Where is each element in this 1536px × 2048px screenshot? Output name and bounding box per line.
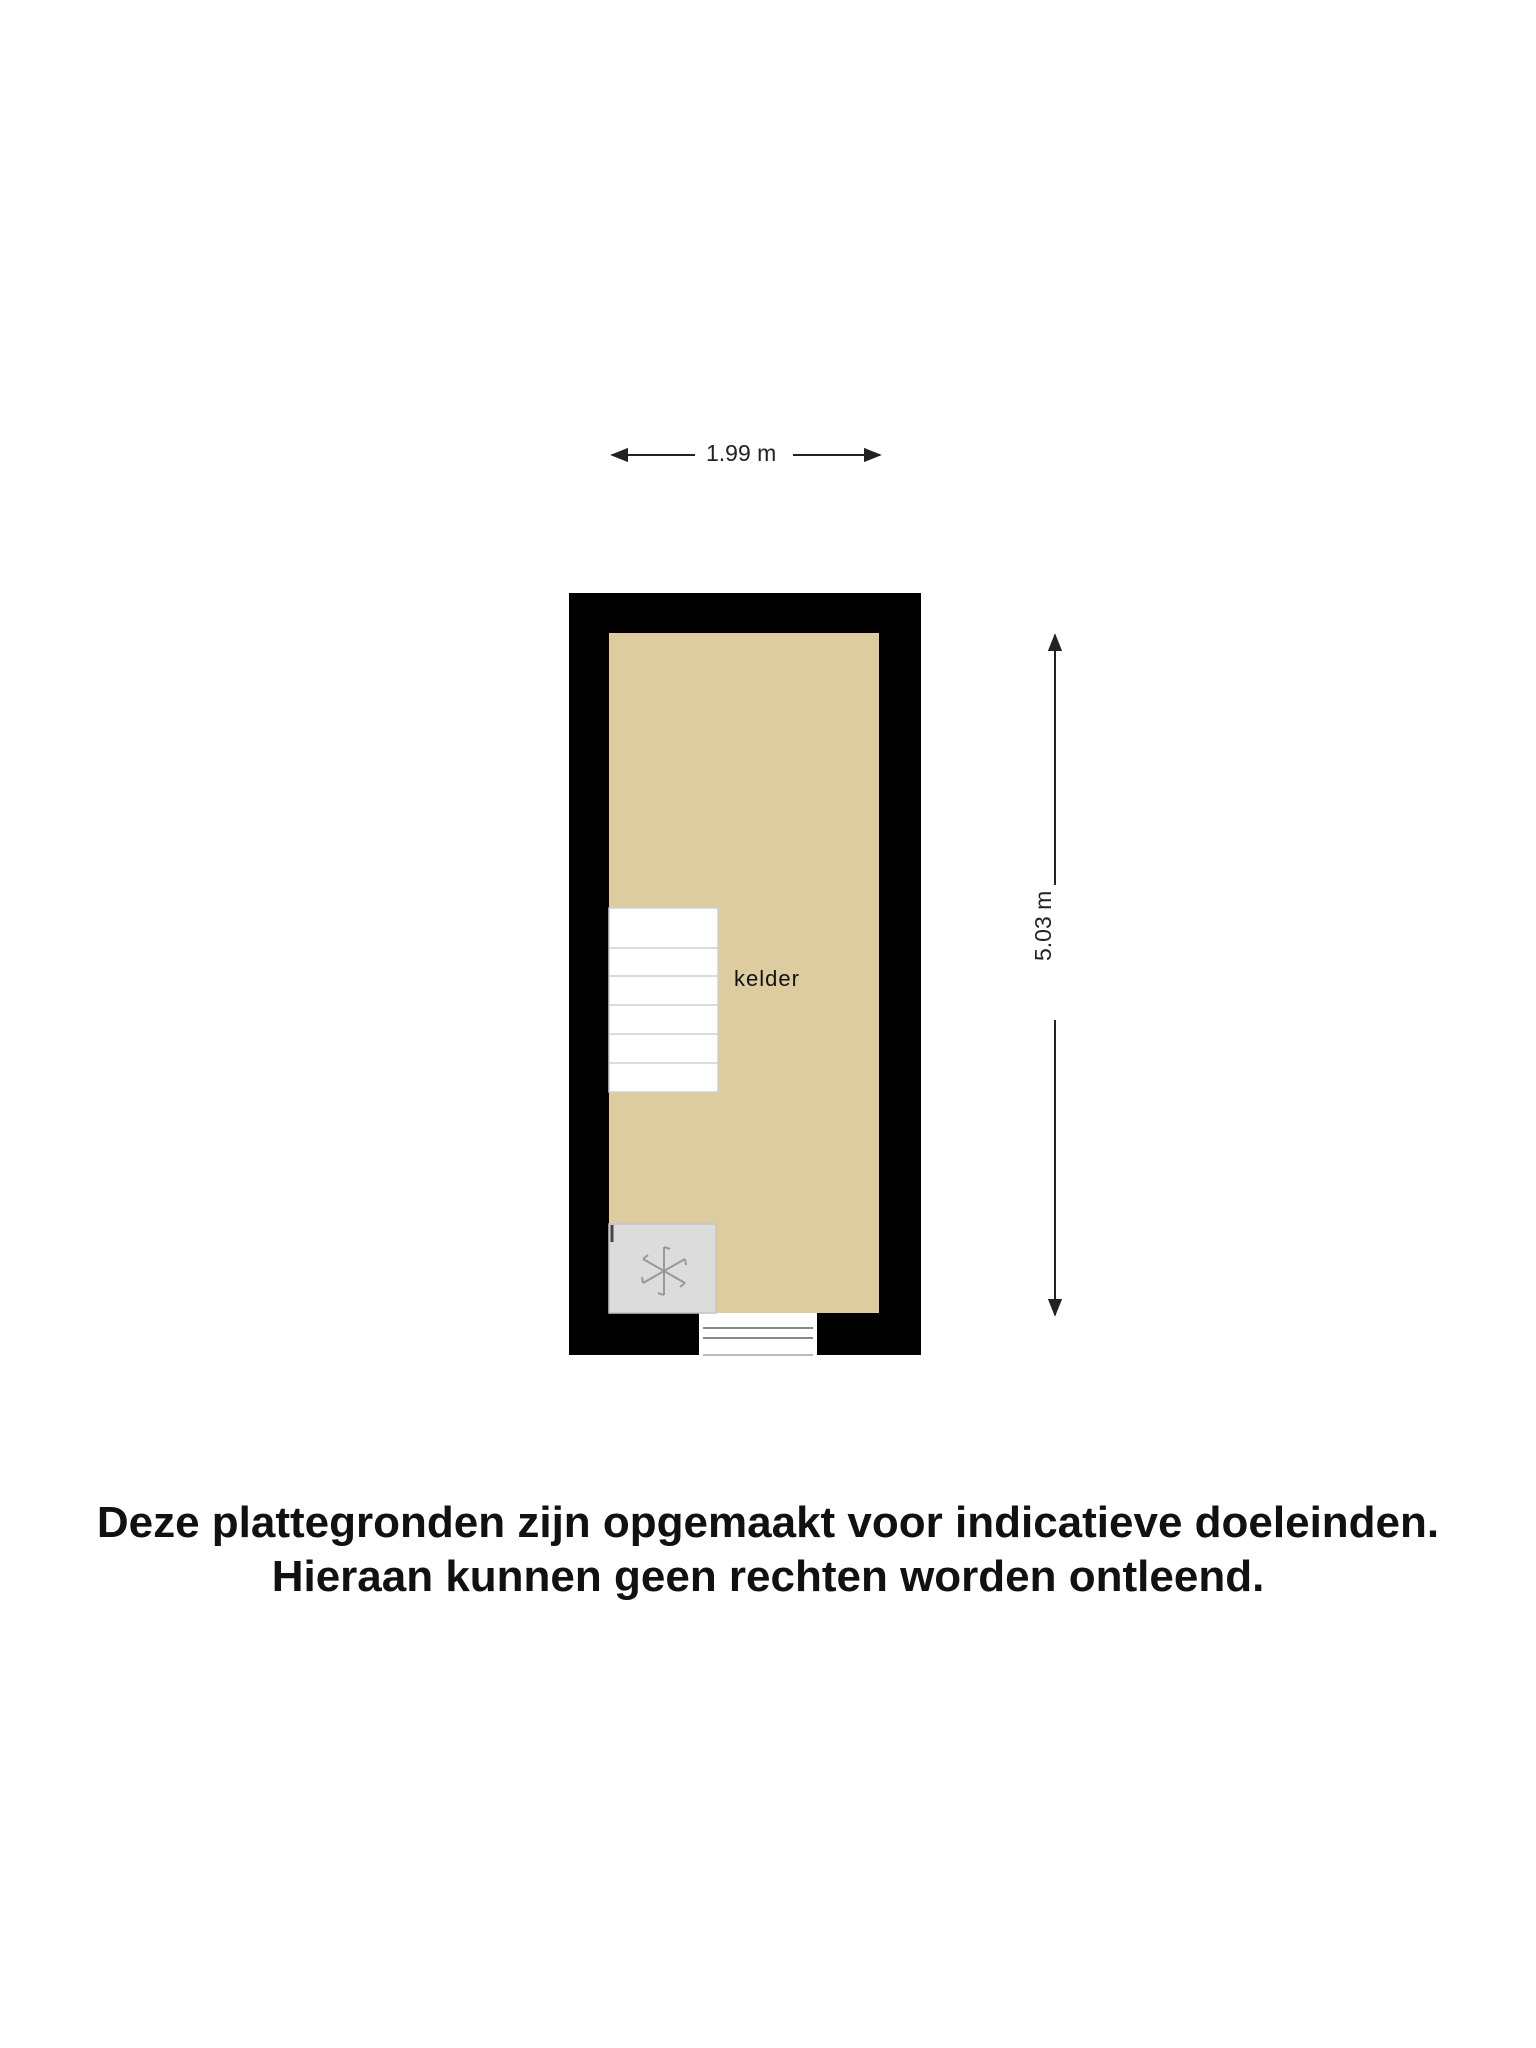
staircase xyxy=(609,908,718,1092)
boiler-icon xyxy=(609,1224,716,1313)
window xyxy=(699,1313,817,1355)
width-dimension-label: 1.99 m xyxy=(700,440,782,467)
disclaimer-line-1: Deze plattegronden zijn opgemaakt voor indicatieve doeleinden. xyxy=(96,1498,1440,1547)
disclaimer-line-2: Hieraan kunnen geen rechten worden ontleend. xyxy=(271,1552,1265,1601)
room-label-kelder: kelder xyxy=(734,966,800,991)
height-dimension-label: 5.03 m xyxy=(1030,885,1057,967)
